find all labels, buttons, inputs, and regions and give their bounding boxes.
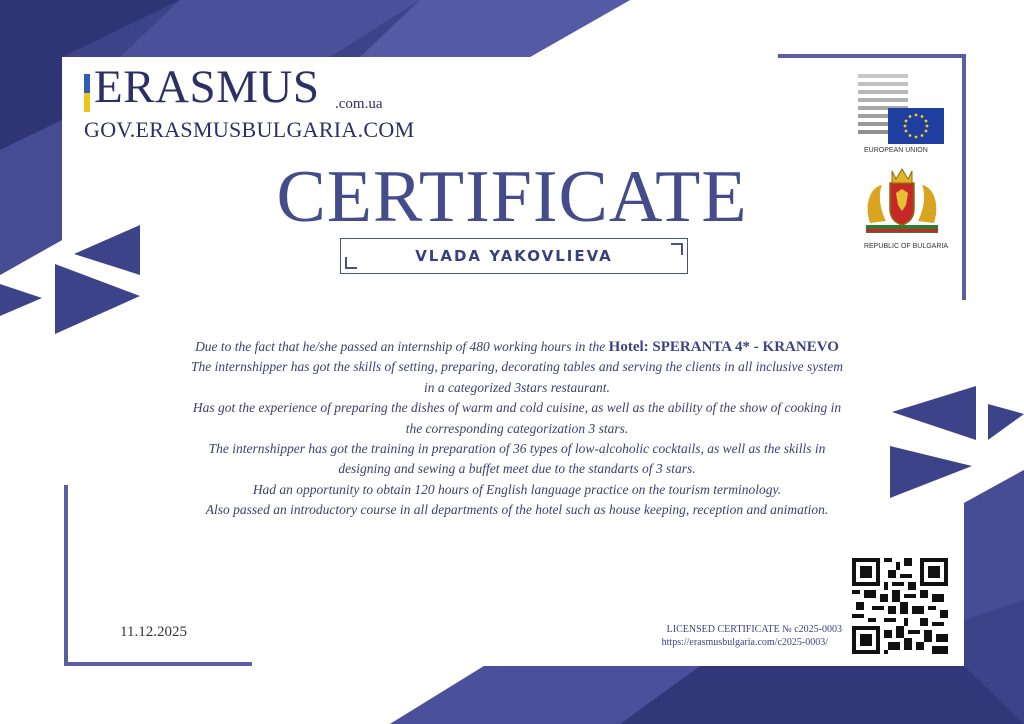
body-line: The internshipper has got the training in preparation of 36 types of low-alcoholic cocktails, as well as the skills in bbox=[208, 441, 826, 457]
body-line: Has got the experience of preparing the dishes of warm and cold cuisine, as well as the ability of the show of cooking in bbox=[192, 400, 842, 416]
bulgaria-caption: REPUBLIC OF BULGARIA bbox=[864, 243, 949, 250]
corner-decoration bbox=[345, 257, 357, 269]
body-line: The internshipper has got the skills of setting, preparing, decorating tables and serving the clients in all inclusive system bbox=[191, 359, 843, 375]
verification-url[interactable]: https://erasmusbulgaria.com/c2025-0003/ bbox=[661, 637, 828, 648]
eu-emblem-icon bbox=[856, 70, 946, 148]
logo-flag-bar bbox=[84, 74, 90, 112]
corner-decoration bbox=[671, 243, 683, 255]
body-line: Also passed an introductory course in all departments of the hotel such as house keeping, reception and animation. bbox=[205, 502, 829, 518]
body-line-text: Due to the fact that he/she passed an internship of 480 working hours in the bbox=[195, 339, 609, 354]
logo-subtitle: GOV.ERASMUSBULGARIA.COM bbox=[84, 117, 415, 142]
certificate-title: CERTIFICATE bbox=[276, 156, 748, 238]
eu-caption: EUROPEAN UNION bbox=[864, 147, 928, 154]
body-line: Had an opportunity to obtain 120 hours of English language practice on the tourism terminology. bbox=[252, 481, 782, 497]
body-line: designing and sewing a buffet meet due to the standarts of 3 stars. bbox=[338, 461, 696, 477]
recipient-box bbox=[340, 238, 688, 274]
recipient-name: VLADA YAKOVLIEVA bbox=[415, 247, 613, 265]
qr-code-icon[interactable] bbox=[852, 558, 948, 654]
body-line bbox=[130, 337, 904, 357]
body-line: the corresponding categorization 3 stars. bbox=[405, 420, 629, 436]
bulgaria-coat-of-arms-icon bbox=[860, 165, 944, 239]
license-number: LICENSED CERTIFICATE № c2025-0003 bbox=[666, 624, 842, 635]
logo-suffix: .com.ua bbox=[335, 96, 383, 112]
certificate-body bbox=[130, 337, 904, 521]
logo-title: ERASMUS bbox=[94, 61, 320, 113]
body-line: in a categorized 3stars restaurant. bbox=[424, 379, 610, 395]
hotel-name: Hotel: SPERANTA 4* - KRANEVO bbox=[608, 339, 839, 355]
issue-date: 11.12.2025 bbox=[120, 624, 187, 640]
